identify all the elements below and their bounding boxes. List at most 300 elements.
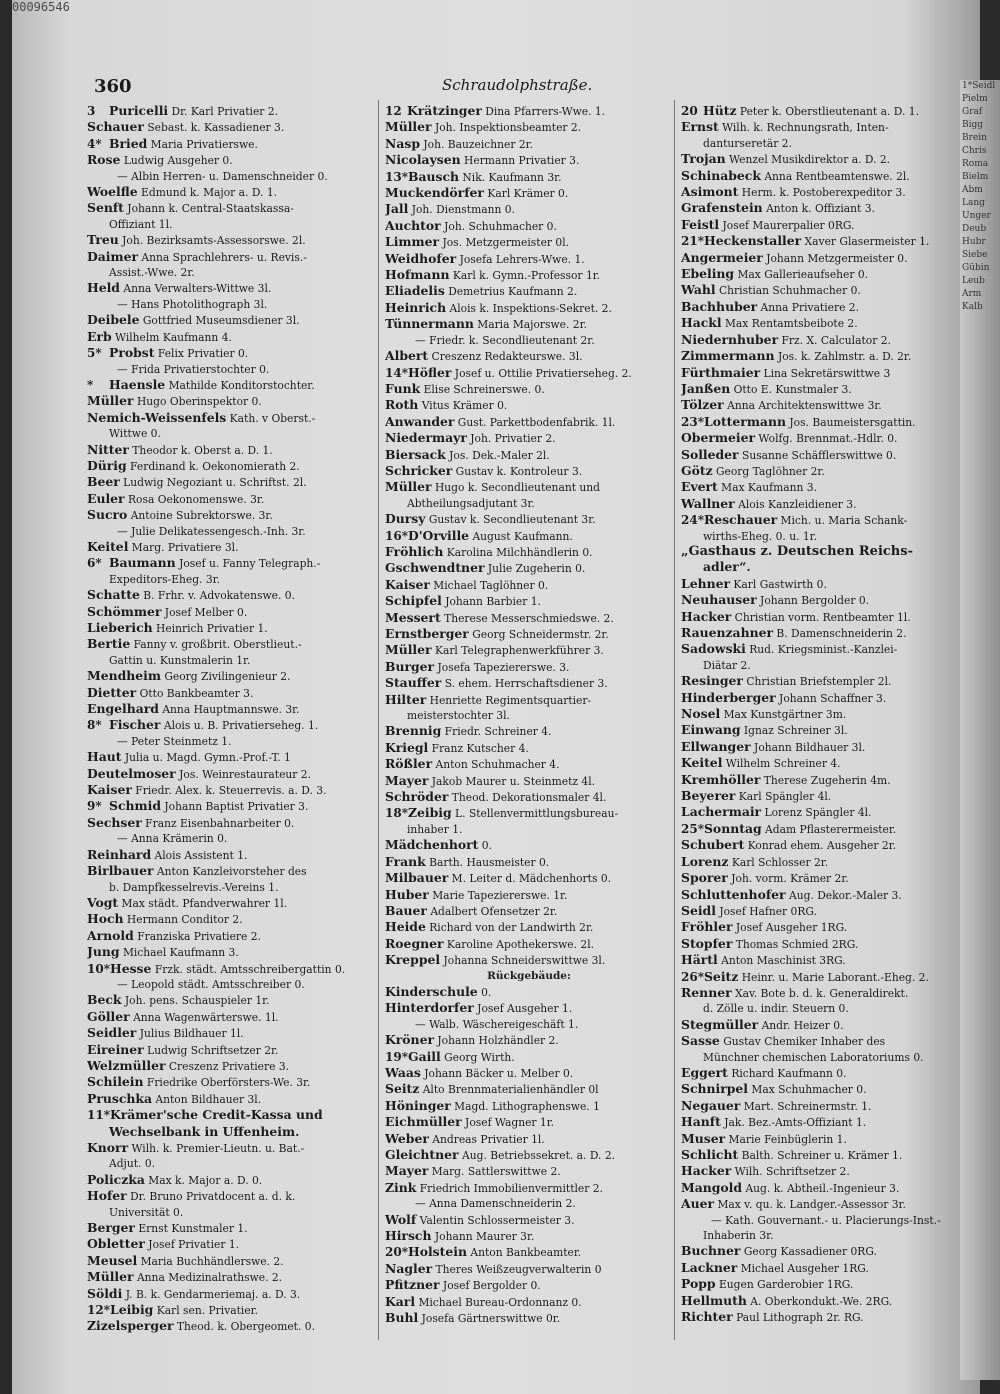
entry-name: Waas: [385, 1064, 421, 1080]
entry-name: Birlbauer: [87, 863, 154, 879]
entry-name: Mayer: [385, 772, 429, 788]
directory-entry: [681, 690, 969, 706]
directory-entry: [385, 1017, 673, 1032]
directory-entry: [681, 512, 969, 528]
directory-entry: [385, 544, 673, 560]
entry-detail: Thomas Schmied 2RG.: [732, 937, 859, 951]
entry-detail: Anna Sprachlehrers- u. Revis.-: [138, 250, 307, 264]
entry-detail: Josef u. Fanny Telegraph.-: [175, 557, 321, 571]
directory-entry: [87, 1124, 375, 1140]
entry-detail: August Kaufmann.: [469, 529, 573, 543]
entry-detail: Wilh. k. Premier-Lieutn. u. Bat.-: [128, 1142, 305, 1155]
entry-detail: Hermann Privatier 3.: [460, 154, 580, 168]
entry-name: Kröner: [385, 1032, 434, 1048]
directory-entry: [681, 1033, 969, 1049]
directory-entry: [681, 184, 969, 200]
entry-name: Asimont: [681, 184, 739, 200]
directory-entry: [87, 458, 375, 474]
entry-name: Weber: [385, 1130, 429, 1146]
directory-entry: [385, 854, 673, 870]
directory-entry: [87, 362, 375, 377]
directory-entry: [681, 315, 969, 331]
entry-name: Sasse: [681, 1033, 720, 1049]
directory-entry: [87, 184, 375, 200]
directory-entry: [681, 641, 969, 657]
directory-entry: [681, 1163, 969, 1179]
running-header: Schraudolphstraße.: [442, 76, 593, 94]
directory-entry: [385, 560, 673, 576]
entry-detail: Henriette Regimentsquartier-: [426, 693, 592, 707]
entry-detail: Joh. Bezirksamts-Assessorswe. 2l.: [118, 234, 306, 248]
house-number: 26*: [681, 969, 704, 984]
entry-name: Brennig: [385, 723, 442, 739]
directory-entry: [385, 870, 673, 886]
entry-detail: Johanna Schneiderswittwe 3l.: [440, 954, 606, 968]
directory-entry: [681, 1017, 969, 1033]
entry-name: Wolf: [385, 1211, 417, 1227]
edge-fragment: Kalb: [962, 302, 983, 312]
entry-detail: Joh. Schuhmacher 0.: [440, 219, 557, 233]
edge-fragment: Abm: [962, 185, 983, 195]
entry-detail: Vitus Krämer 0.: [418, 399, 508, 413]
entry-name: Negauer: [681, 1097, 741, 1113]
entry-detail: Max Schuhmacher 0.: [748, 1083, 867, 1097]
entry-detail: Jos. Weinrestaurateur 2.: [175, 767, 312, 781]
entry-detail: Josef Wagner 1r.: [461, 1116, 555, 1130]
entry-detail: Antoine Subrektorswe. 3r.: [127, 509, 273, 523]
entry-name: Krämer'sche Credit-Kassa und: [109, 1107, 323, 1123]
directory-entry: [87, 831, 375, 846]
entry-detail: Johann Schaffner 3.: [775, 691, 887, 705]
entry-name: Rose: [87, 152, 121, 168]
entry-name: Auchtor: [385, 217, 441, 233]
entry-name: Stegmüller: [681, 1016, 759, 1032]
entry-name: Seidl: [681, 902, 716, 918]
directory-entry: [385, 740, 673, 756]
directory-entry: [681, 200, 969, 216]
entry-detail: Heinrich Privatier 1.: [152, 622, 268, 635]
entry-detail: Wilhelm Kaufmann 4.: [111, 330, 232, 344]
edge-fragment: Chris: [962, 146, 987, 156]
directory-entry: [681, 463, 969, 479]
entry-name: Schluttenhofer: [681, 886, 786, 902]
directory-entry: [681, 1131, 969, 1147]
entry-name: Mayer: [385, 1163, 429, 1179]
entry-detail: Susanne Schäfflerswittwe 0.: [738, 448, 897, 462]
entry-name: Hoch: [87, 911, 124, 927]
column-divider: [378, 100, 379, 1340]
entry-detail: Franz Kutscher 4.: [428, 741, 529, 755]
directory-entry: [385, 414, 673, 430]
edge-fragment: Gübin: [962, 263, 990, 273]
entry-name: Muckendörfer: [385, 185, 484, 201]
entry-name: Gleichtner: [385, 1147, 459, 1162]
entry-name: Limmer: [385, 234, 440, 250]
entry-name: Buchner: [681, 1243, 741, 1259]
entry-name: Meusel: [87, 1252, 138, 1268]
entry-detail: Johann Holzhändler 2.: [433, 1034, 559, 1048]
entry-name: Mangold: [681, 1179, 743, 1195]
entry-detail: Xaver Glasermeister 1.: [801, 235, 930, 249]
entry-detail: Gattin u. Kunstmalerin 1r.: [109, 653, 251, 667]
directory-entry: [681, 1213, 969, 1228]
entry-detail: Karl Telegraphenwerkführer 3.: [431, 644, 604, 658]
entry-detail: Abtheilungsadjutant 3r.: [407, 496, 535, 510]
directory-entry: [87, 1188, 375, 1204]
directory-entry: [681, 365, 969, 381]
entry-name: Zizelsperger: [87, 1318, 174, 1334]
page-number: 360: [94, 76, 132, 97]
directory-entry: [385, 1310, 673, 1326]
entry-name: Schlicht: [681, 1147, 739, 1162]
edge-fragment: Lang: [962, 198, 985, 208]
entry-detail: inhaber 1.: [407, 822, 463, 836]
entry-name: Auer: [681, 1196, 715, 1212]
entry-detail: A. Oberkondukt.-We. 2RG.: [746, 1294, 893, 1308]
directory-entry: [87, 377, 375, 393]
entry-name: Ebeling: [681, 266, 735, 282]
directory-entry: [385, 936, 673, 952]
directory-entry: [681, 1098, 969, 1114]
entry-name: Seitz: [385, 1081, 420, 1097]
directory-entry: [681, 233, 969, 249]
house-number: 24*: [681, 513, 704, 528]
entry-name: Mendheim: [87, 668, 161, 684]
entry-detail: Herm. k. Postoberexpeditor 3.: [738, 186, 906, 200]
entry-name: Policzka: [87, 1171, 145, 1187]
entry-name: Lieberich: [87, 620, 153, 635]
entry-name: Rauenzahner: [681, 625, 774, 640]
directory-entry: [385, 919, 673, 935]
directory-entry: [681, 479, 969, 495]
entry-name: Haensle: [109, 376, 166, 392]
entry-name: Söldi: [87, 1285, 123, 1301]
entry-detail: Creszenz Privatiere 3.: [165, 1059, 290, 1073]
directory-entry: [385, 381, 673, 397]
house-number: 3: [87, 104, 96, 118]
entry-name: Dursy: [385, 511, 426, 527]
entry-detail: Johann Bäcker u. Melber 0.: [420, 1066, 574, 1080]
directory-entry: [87, 345, 375, 361]
house-number: 10*: [87, 961, 110, 976]
entry-detail: Therese Messerschmiedswe. 2.: [440, 611, 614, 625]
entry-name: Wallner: [681, 495, 735, 511]
entry-detail: Max städt. Pfandverwahrer 1l.: [118, 896, 288, 910]
directory-entry: [87, 1302, 375, 1318]
column-1: [87, 103, 375, 1335]
entry-detail: Max Kaufmann 3.: [717, 481, 817, 495]
directory-entry: [385, 333, 673, 348]
entry-detail: Maria Majorswe. 2r.: [473, 318, 587, 332]
edge-fragment: Brein: [962, 133, 987, 143]
entry-name: Hilter: [385, 691, 427, 707]
directory-entry: [87, 1140, 375, 1156]
directory-entry: [385, 773, 673, 789]
entry-name: Müller: [87, 1269, 134, 1285]
entry-name: Nicolaysen: [385, 152, 461, 168]
entry-name: Ernstberger: [385, 626, 469, 641]
directory-entry: [87, 1253, 375, 1269]
entry-name: Beer: [87, 474, 120, 490]
entry-name: Schröder: [385, 789, 449, 805]
entry-name: Keitel: [87, 538, 129, 554]
entry-name: Keitel: [681, 755, 723, 771]
entry-detail: Alois u. B. Privatierseheg. 1.: [160, 719, 319, 733]
entry-detail: Hermann Conditor 2.: [123, 913, 243, 927]
entry-name: Lachermair: [681, 804, 762, 820]
entry-name: Schilein: [87, 1074, 144, 1090]
entry-name: Fröhlich: [385, 543, 444, 559]
entry-detail: Max Gallerieaufseher 0.: [734, 268, 869, 282]
entry-name: Puricelli: [109, 103, 169, 118]
house-number: 4*: [87, 136, 102, 151]
directory-entry: [385, 903, 673, 919]
entry-name: Albert: [385, 348, 429, 364]
entry-detail: Creszenz Redakteurswe. 3l.: [428, 350, 583, 364]
entry-name: Feistl: [681, 216, 720, 232]
entry-detail: Marg. Sattlerswittwe 2.: [428, 1165, 561, 1179]
entry-name: Bausch: [407, 168, 460, 184]
entry-detail: Franziska Privatiere 2.: [133, 929, 261, 943]
directory-entry: [681, 1001, 969, 1016]
directory-entry: [681, 722, 969, 738]
directory-entry: [681, 673, 969, 689]
entry-name: Niedermayr: [385, 430, 467, 446]
directory-entry: [385, 822, 673, 837]
entry-detail: Münchner chemischen Laboratoriums 0.: [703, 1050, 924, 1064]
entry-detail: Michael Kaufmann 3.: [119, 946, 239, 960]
entry-detail: Theodor k. Oberst a. D. 1.: [128, 443, 273, 457]
entry-detail: Ludwig Negoziant u. Schriftst. 2l.: [119, 476, 307, 490]
house-number: 20*: [385, 1245, 408, 1260]
entry-name: Hirsch: [385, 1228, 432, 1244]
entry-name: „Gasthaus z. Deutschen Reichs-: [681, 543, 913, 559]
house-number: 5*: [87, 346, 102, 361]
directory-entry: [681, 136, 969, 151]
directory-entry: [87, 895, 375, 911]
directory-entry: [681, 1050, 969, 1065]
entry-name: Biersack: [385, 446, 446, 462]
directory-entry: [87, 1172, 375, 1188]
directory-entry: [681, 496, 969, 512]
entry-name: Kriegl: [385, 739, 429, 755]
entry-detail: Ernst Kunstmaler 1.: [134, 1222, 248, 1236]
section-heading: [385, 969, 673, 984]
directory-entry: [681, 821, 969, 837]
entry-detail: Karl Spängler 4l.: [735, 790, 832, 804]
directory-entry: [87, 863, 375, 879]
directory-entry: [681, 837, 969, 853]
entry-name: Nosel: [681, 706, 721, 722]
entry-name: Renner: [681, 984, 732, 1000]
edge-fragment: Hubr: [962, 237, 986, 247]
entry-name: Held: [87, 280, 120, 296]
entry-detail: Josefa Lehrers-Wwe. 1.: [456, 252, 585, 266]
entry-detail: — Hans Photolithograph 3l.: [117, 297, 268, 311]
entry-name: Haut: [87, 749, 122, 765]
directory-entry: [385, 300, 673, 316]
directory-entry: [681, 266, 969, 282]
directory-entry: [385, 1212, 673, 1228]
entry-detail: Ludwig Schriftsetzer 2r.: [143, 1043, 279, 1057]
entry-detail: Balth. Schreiner u. Krämer 1.: [738, 1149, 903, 1162]
entry-name: Deutelmoser: [87, 765, 176, 781]
directory-entry: [87, 507, 375, 523]
directory-entry: [87, 1009, 375, 1025]
entry-detail: Lorenz Spängler 4l.: [761, 806, 872, 820]
entry-detail: Anna Privatiere 2.: [757, 300, 860, 314]
directory-entry: [681, 217, 969, 233]
entry-detail: Mathilde Konditorstochter.: [165, 378, 315, 392]
entry-detail: Josef Melber 0.: [161, 605, 248, 619]
directory-entry: [681, 1243, 969, 1259]
directory-entry: [385, 1065, 673, 1081]
directory-entry: [385, 479, 673, 495]
directory-entry: [385, 528, 673, 544]
directory-entry: [87, 782, 375, 798]
entry-name: Engelhard: [87, 701, 159, 717]
entry-name: Angermeier: [681, 249, 763, 265]
entry-name: Milbauer: [385, 870, 449, 886]
entry-detail: Marie Feinbüglerin 1.: [725, 1132, 847, 1146]
entry-name: Huber: [385, 886, 429, 902]
directory-entry: [385, 626, 673, 642]
entry-name: Ernst: [681, 119, 719, 135]
house-number: 11*: [87, 1108, 110, 1123]
directory-entry: [87, 1318, 375, 1334]
entry-name: Schnirpel: [681, 1081, 748, 1097]
entry-name: Messert: [385, 609, 441, 625]
entry-detail: Max Rentamtsbeibote 2.: [721, 317, 858, 331]
entry-detail: Joh. Inspektionsbeamter 2.: [431, 121, 582, 135]
entry-name: Muser: [681, 1130, 726, 1146]
entry-name: Baumann: [109, 555, 176, 571]
entry-detail: Max k. Major a. D. 0.: [144, 1173, 263, 1187]
entry-name: Buhl: [385, 1310, 419, 1326]
entry-detail: — Friedr. k. Secondlieutenant 2r.: [415, 333, 595, 347]
edge-fragment: Graf: [962, 107, 983, 117]
entry-name: Sadowski: [681, 641, 746, 657]
entry-detail: Elise Schreinerswe. 0.: [420, 382, 545, 396]
entry-detail: L. Stellenvermittlungsbureau-: [451, 807, 619, 821]
entry-name: Roth: [385, 397, 419, 413]
entry-name: Anwander: [385, 413, 455, 429]
directory-entry: [681, 1180, 969, 1196]
entry-name: Sonntag: [703, 820, 762, 836]
directory-entry: [385, 887, 673, 903]
directory-entry: [681, 1293, 969, 1309]
entry-name: Richter: [681, 1309, 733, 1325]
entry-detail: Jak. Bez.-Amts-Offiziant 1.: [720, 1116, 867, 1130]
column-divider: [674, 100, 675, 1340]
entry-name: Erb: [87, 328, 112, 344]
entry-name: Obermeier: [681, 430, 755, 446]
entry-name: Hinderberger: [681, 689, 776, 705]
directory-entry: [87, 232, 375, 248]
directory-entry: [385, 708, 673, 723]
entry-detail: Hugo Oberinspektor 0.: [133, 395, 262, 409]
entry-detail: Rud. Kriegsminist.-Kanzlei-: [745, 643, 898, 657]
entry-detail: Joh. Privatier 2.: [466, 432, 556, 446]
entry-detail: Wittwe 0.: [109, 427, 161, 441]
entry-name: Nasp: [385, 135, 420, 151]
entry-detail: Johann Metzgermeister 0.: [762, 251, 908, 265]
entry-name: Nitter: [87, 441, 129, 457]
entry-detail: Gustav k. Kontroleur 3.: [452, 464, 583, 478]
directory-entry: [87, 249, 375, 265]
directory-entry: [87, 136, 375, 152]
entry-detail: Gustav Chemiker Inhaber des: [719, 1035, 886, 1049]
directory-entry: [87, 1025, 375, 1041]
entry-detail: Alto Brennmaterialienhändler 0l: [419, 1083, 599, 1097]
entry-name: Einwang: [681, 722, 741, 738]
directory-entry: [385, 511, 673, 527]
column-3: [681, 103, 969, 1325]
directory-entry: [385, 463, 673, 479]
directory-entry: [87, 992, 375, 1008]
entry-detail: Andreas Privatier 1l.: [428, 1132, 545, 1146]
entry-name: Janßen: [681, 380, 731, 396]
entry-name: Euler: [87, 490, 125, 506]
entry-name: Treu: [87, 232, 119, 248]
entry-name: Tünnermann: [385, 316, 474, 332]
directory-entry: [87, 685, 375, 701]
directory-entry: [385, 218, 673, 234]
directory-entry: [385, 756, 673, 772]
entry-detail: Eugen Garderobier 1RG.: [715, 1278, 854, 1292]
entry-detail: Anna Architektenswittwe 3r.: [723, 399, 882, 413]
entry-detail: Richard von der Landwirth 2r.: [425, 921, 594, 935]
directory-entry: [385, 316, 673, 332]
entry-name: Hellmuth: [681, 1292, 747, 1308]
entry-detail: Ignaz Schreiner 3l.: [740, 724, 848, 738]
directory-entry: [681, 969, 969, 985]
entry-name: Bried: [109, 135, 148, 151]
entry-name: Dietter: [87, 684, 137, 700]
directory-entry: [385, 984, 673, 1000]
directory-entry: [681, 755, 969, 771]
directory-entry: [385, 837, 673, 853]
entry-detail: Julie Zugeherin 0.: [484, 562, 586, 576]
directory-entry: [87, 217, 375, 232]
entry-detail: Rückgebäude:: [487, 969, 571, 982]
directory-entry: [385, 1049, 673, 1065]
edge-fragment: Leub: [962, 276, 985, 286]
directory-entry: [87, 1091, 375, 1107]
directory-entry: [681, 804, 969, 820]
directory-entry: [385, 1114, 673, 1130]
directory-entry: [385, 1081, 673, 1097]
entry-detail: Julia u. Magd. Gymn.-Prof.-T. 1: [121, 751, 291, 765]
entry-detail: Gust. Parkettbodenfabrik. 1l.: [454, 415, 616, 429]
directory-entry: [385, 1147, 673, 1163]
entry-detail: Max Kunstgärtner 3m.: [720, 708, 847, 722]
edge-fragment: Roma: [962, 159, 989, 169]
entry-name: Evert: [681, 479, 718, 495]
entry-name: Lehner: [681, 575, 731, 591]
entry-name: Hanft: [681, 1114, 721, 1130]
column-2: [385, 103, 673, 1326]
entry-detail: Dr. Bruno Privatdocent a. d. k.: [126, 1190, 296, 1204]
entry-detail: Theod. Dekorationsmaler 4l.: [448, 791, 607, 805]
directory-entry: [681, 348, 969, 364]
scan-id: 00096546: [12, 0, 70, 14]
entry-detail: Josefa Tapeziererswe. 3.: [434, 660, 570, 674]
directory-entry: [385, 1180, 673, 1196]
entry-detail: Barth. Hausmeister 0.: [425, 855, 550, 869]
entry-name: Ellwanger: [681, 738, 751, 754]
directory-entry: [681, 772, 969, 788]
